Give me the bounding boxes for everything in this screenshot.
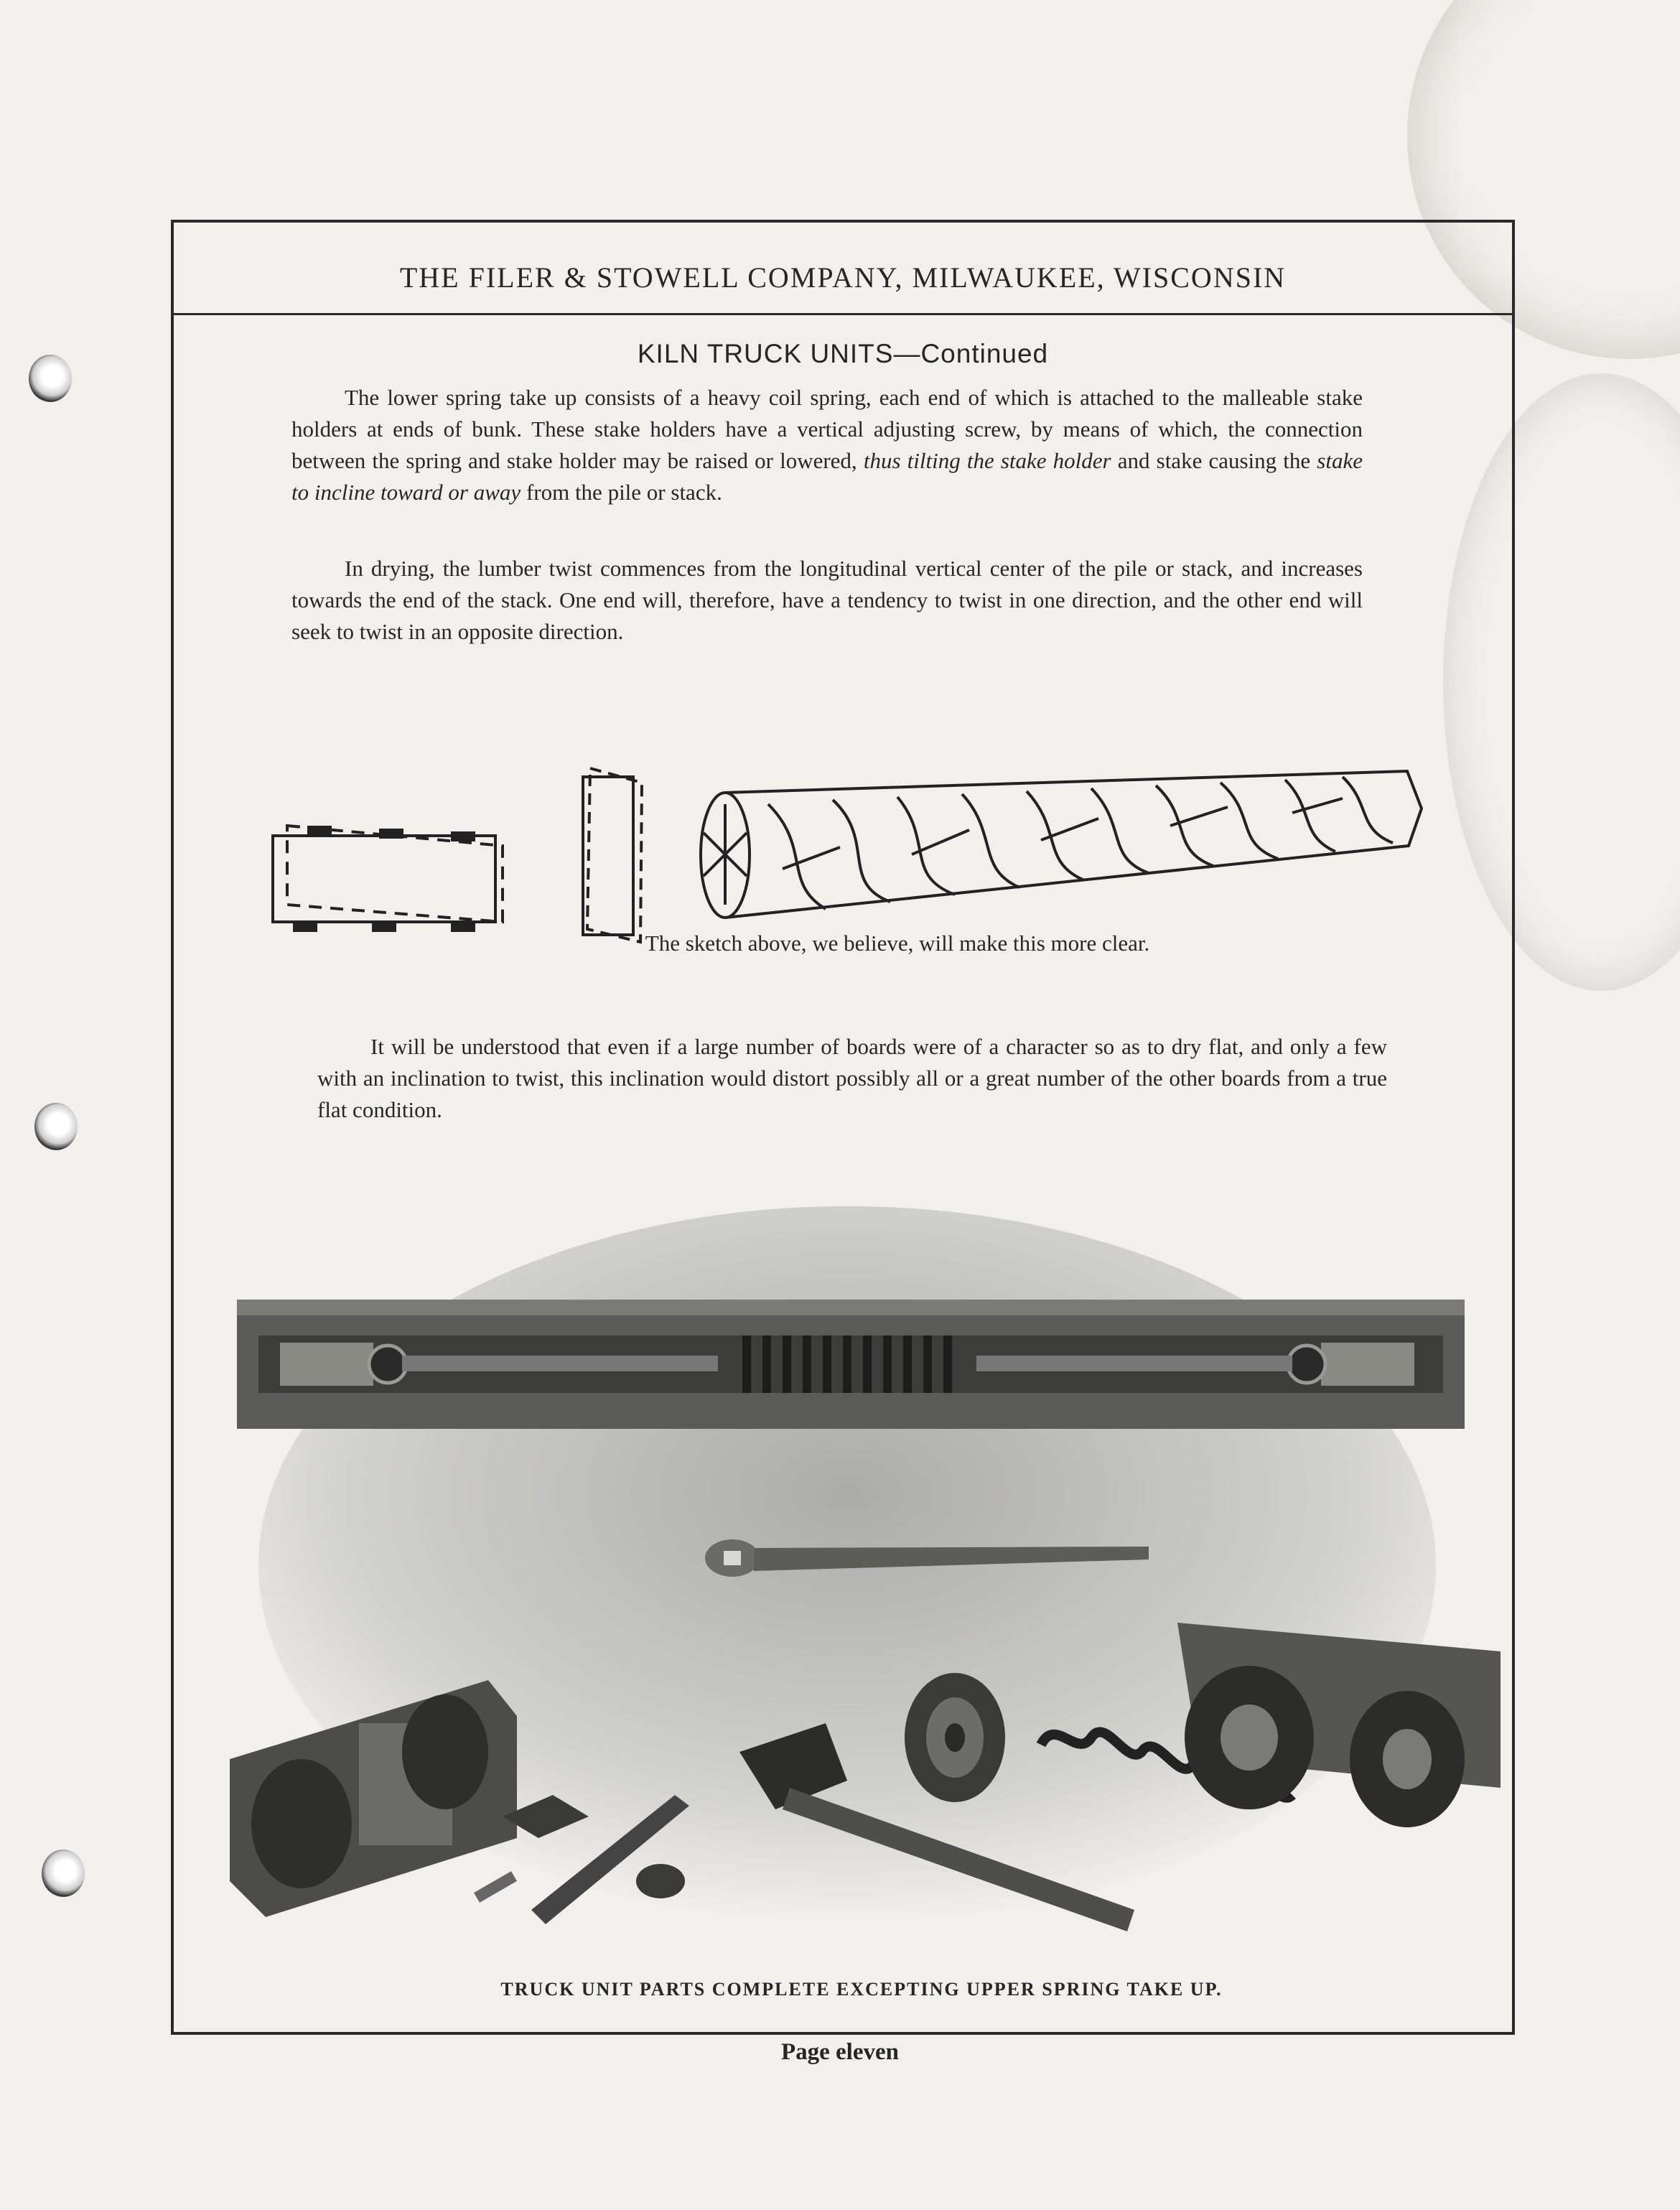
- page-number: Page eleven: [780, 2039, 900, 2065]
- paragraph-spring-take-up: [291, 382, 1363, 508]
- paragraph-text: The lower spring take up consists of a heavy coil spring, each end of which is attached to the malleable stake holders at ends of bunk. These stake holders have a vertical adjusting screw, by means of which, the connection between the spring and stake holder may be raised or lowered,: [291, 385, 1363, 473]
- board-end-view-narrow: [583, 768, 642, 942]
- section-title: KILN TRUCK UNITS—Continued: [637, 339, 1049, 368]
- company-header: THE FILER & STOWELL COMPANY, MILWAUKEE, WISCONSIN: [174, 243, 1512, 315]
- truck-unit-parts-photo: [215, 1192, 1508, 1967]
- punch-hole: [29, 355, 72, 402]
- bunk-with-lower-spring: [237, 1300, 1465, 1429]
- paragraph-emphasis: thus tilting the stake holder: [863, 448, 1111, 473]
- sketch-caption: The sketch above, we believe, will make this more clear.: [645, 931, 1150, 956]
- paragraph-text: and stake causing the: [1111, 448, 1317, 473]
- truck-wheel: [905, 1673, 1005, 1802]
- paragraph-flat-condition: It will be understood that even if a large number of boards were of a character so as to dry flat, and only a few with an inclination to twist, this inclination would distort possibly all or a great number of the other boards from a true flat condition.: [317, 1034, 1387, 1122]
- truck-frame-right: [1177, 1623, 1501, 1827]
- punch-hole: [34, 1103, 78, 1150]
- truck-frame-left: [230, 1680, 517, 1917]
- punch-hole: [42, 1850, 85, 1897]
- twisted-log-illustration: [701, 771, 1422, 918]
- paragraph-emphasis: stake to incline toward or away: [291, 448, 1363, 505]
- paragraph-text: from the pile or stack.: [521, 480, 722, 505]
- board-end-view-wide: [273, 826, 503, 931]
- photo-caption: TRUCK UNIT PARTS COMPLETE EXCEPTING UPPER SPRING TAKE UP.: [500, 1979, 1223, 2000]
- twist-sketch: [266, 761, 1436, 948]
- paragraph-lumber-twist: In drying, the lumber twist commences from the longitudinal vertical center of the pile or stack, and increases towards the end of the stack. One end will, therefore, have a tendency to twist in one direction, and the other end will seek to twist in an opposite direction.: [291, 556, 1363, 644]
